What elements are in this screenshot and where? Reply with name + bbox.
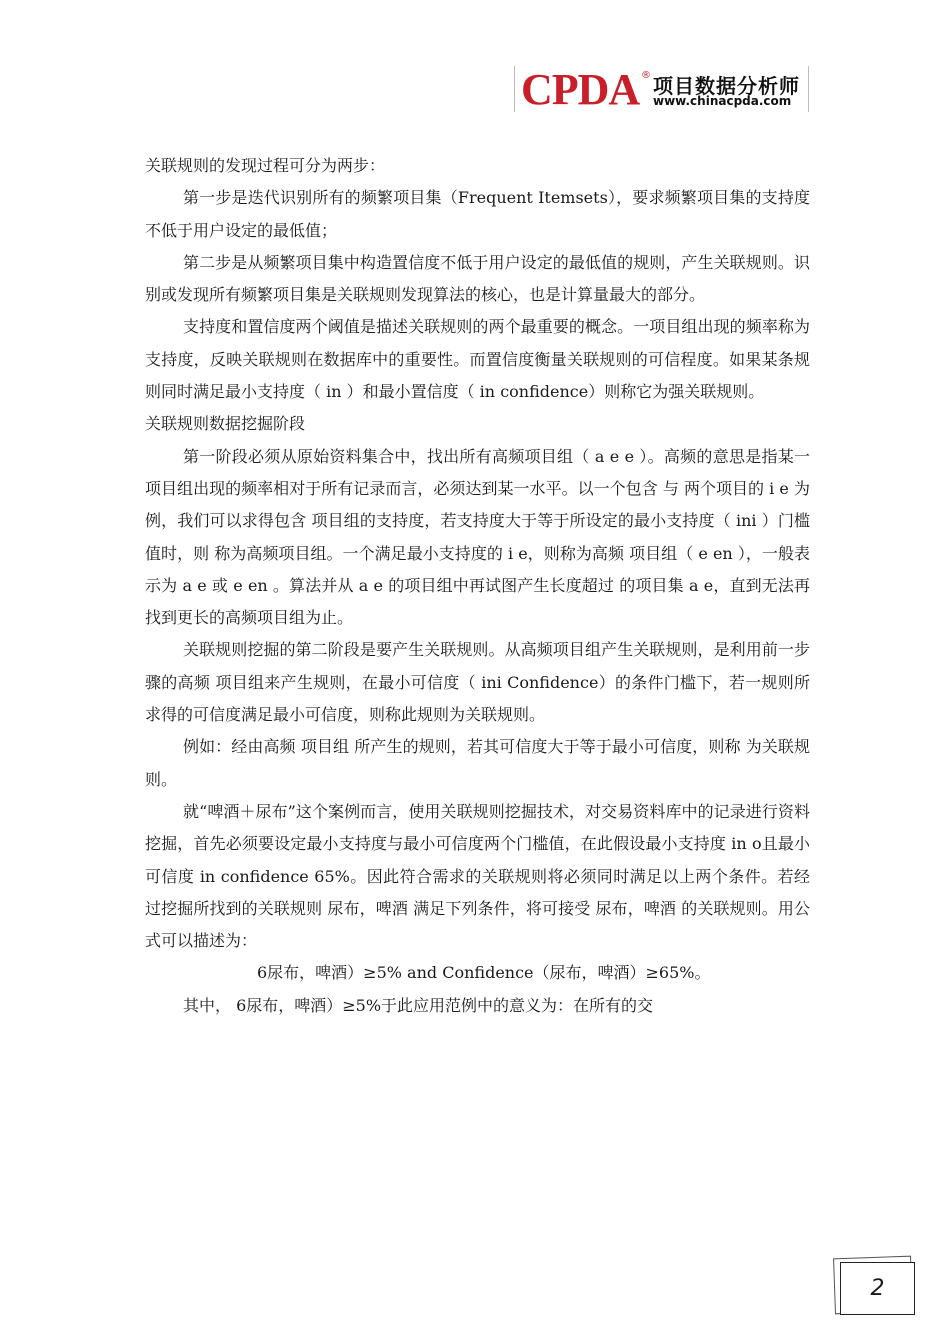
logo-registered-mark: ® bbox=[641, 70, 651, 81]
paragraph-phase-two: 关联规则挖掘的第二阶段是要产生关联规则。从高频项目组产生关联规则，是利用前一步骤的高频 项目组来产生规则，在最小可信度（ ini Confidence）的条件门槛下，若一规则所求得的可信度满足最小可信度，则称此规则为关联规则。 bbox=[145, 640, 810, 725]
paragraph-support-confidence: 支持度和置信度两个阈值是描述关联规则的两个最重要的概念。一项目组出现的频率称为支持度，反映关联规则在数据库中的重要性。而置信度衡量关联规则的可信程度。如果某条规则同时满足最小支持度（ in ）和最小置信度（ in confidence）则称它为强关联规则。 bbox=[145, 317, 810, 402]
section-heading: 关联规则数据挖掘阶段 bbox=[145, 414, 306, 434]
document-body bbox=[145, 150, 810, 1022]
formula-line: 6尿布，啤酒）≥5% and Confidence（尿布，啤酒）≥65%。 bbox=[257, 963, 711, 983]
paragraph-step-two: 第二步是从频繁项目集中构造置信度不低于用户设定的最低值的规则，产生关联规则。识别或发现所有频繁项目集是关联规则发现算法的核心，也是计算量最大的部分。 bbox=[145, 252, 810, 305]
paragraph-phase-one: 第一阶段必须从原始资料集合中，找出所有高频项目组（ a e e ）。高频的意思是指某一项目组出现的频率相对于所有记录而言，必须达到某一水平。以一个包含 与 两个项目的 i e 为例，我们可以求得包含 项目组的支持度，若支持度大于等于所设定的最小支持度（ ini ）门槛值时，则 称为高频项目组。一个满足最小支持度的 i e，则称为高频 项目组（ e en ），一般表示为 a e 或 e en 。算法并从 a e 的项目组中再试图产生长度超过 的项目集 a e，直到无法再找到更长的高频项目组为止。 bbox=[145, 446, 810, 628]
logo-cpda-text: CPDA bbox=[521, 65, 640, 114]
page-number-badge bbox=[840, 1262, 915, 1315]
paragraph-step-one: 第一步是迭代识别所有的频繁项目集（Frequent Itemsets），要求频繁项目集的支持度不低于用户设定的最低值； bbox=[145, 188, 810, 240]
cpda-logo bbox=[514, 66, 809, 112]
page-number-frame bbox=[840, 1262, 915, 1315]
logo-url: www.chinacpda.com bbox=[653, 94, 792, 108]
page-number: 2 bbox=[870, 1276, 885, 1301]
paragraph-beer-diaper: 就“啤酒＋尿布”这个案例而言，使用关联规则挖掘技术，对交易资料库中的记录进行资料挖掘，首先必须要设定最小支持度与最小可信度两个门槛值，在此假设最小支持度 in o且最小可信度 in confidence 65%。因此符合需求的关联规则将必须同时满足以上两个条件。若经过挖掘所找到的关联规则 尿布，啤酒 满足下列条件，将可接受 尿布，啤酒 的关联规则。用公式可以描述为： bbox=[145, 801, 810, 951]
logo-chinese-title: 项目数据分析师 bbox=[653, 74, 800, 98]
paragraph-example: 例如：经由高频 项目组 所产生的规则，若其可信度大于等于最小可信度，则称 为关联规则。 bbox=[145, 737, 810, 789]
paragraph-meaning: 其中， 6尿布，啤酒）≥5%于此应用范例中的意义为：在所有的交 bbox=[183, 995, 654, 1015]
paragraph-intro: 关联规则的发现过程可分为两步： bbox=[145, 156, 386, 175]
